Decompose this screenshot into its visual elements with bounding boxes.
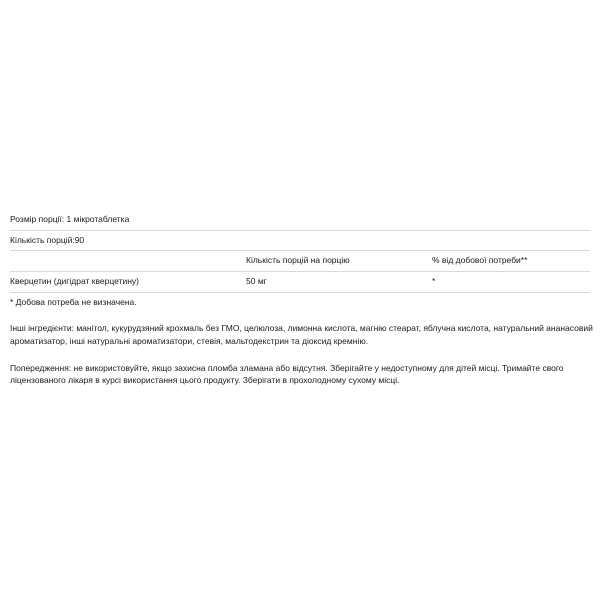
serving-size-label: Розмір порції: 1 мікротаблетка <box>10 210 246 230</box>
table-row-serving-size <box>10 210 590 230</box>
servings-per-container-label: Кількість порцій:90 <box>10 230 246 251</box>
supplement-facts-panel <box>10 210 590 312</box>
serving-size-spacer <box>246 210 432 230</box>
servings-count-spacer-2 <box>432 230 590 251</box>
product-information <box>10 322 594 387</box>
other-ingredients-paragraph: Інші інгредієнти: манітол, кукурудзяний крохмаль без ГМО, целюлоза, лимонна кислота, магнію стеарат, яблучна кислота, натуральний ананасовий ароматизатор, інші натуральні ароматизатори, стевія, мальтодекстрин та діоксид кремнію. <box>10 323 593 346</box>
table-row-servings-per-container <box>10 230 590 251</box>
column-header-amount-per-serving: Кількість порцій на порцію <box>246 251 432 272</box>
column-header-daily-value: % від добової потреби** <box>432 251 590 272</box>
table-header-row <box>10 251 590 272</box>
warning-paragraph: Попередження: не використовуйте, якщо захисна пломба зламана або відсутня. Зберігайте у недоступному для дітей місці. Тримайте свого ліцензованого лікаря в курсі використання цього продукту. Зберігати в прохолодному сухому місці. <box>10 362 564 386</box>
serving-size-spacer-2 <box>432 210 590 230</box>
supplement-facts-table <box>10 210 590 312</box>
servings-count-spacer <box>246 230 432 251</box>
table-row-footnote <box>10 292 590 312</box>
nutrient-daily-value: * <box>432 271 590 292</box>
column-header-name <box>10 251 246 272</box>
nutrient-name: Кверцетин (дигідрат кверцетину) <box>10 271 246 292</box>
table-row <box>10 271 590 292</box>
daily-value-footnote: * Добова потреба не визначена. <box>10 296 137 307</box>
nutrient-amount: 50 мг <box>246 271 432 292</box>
